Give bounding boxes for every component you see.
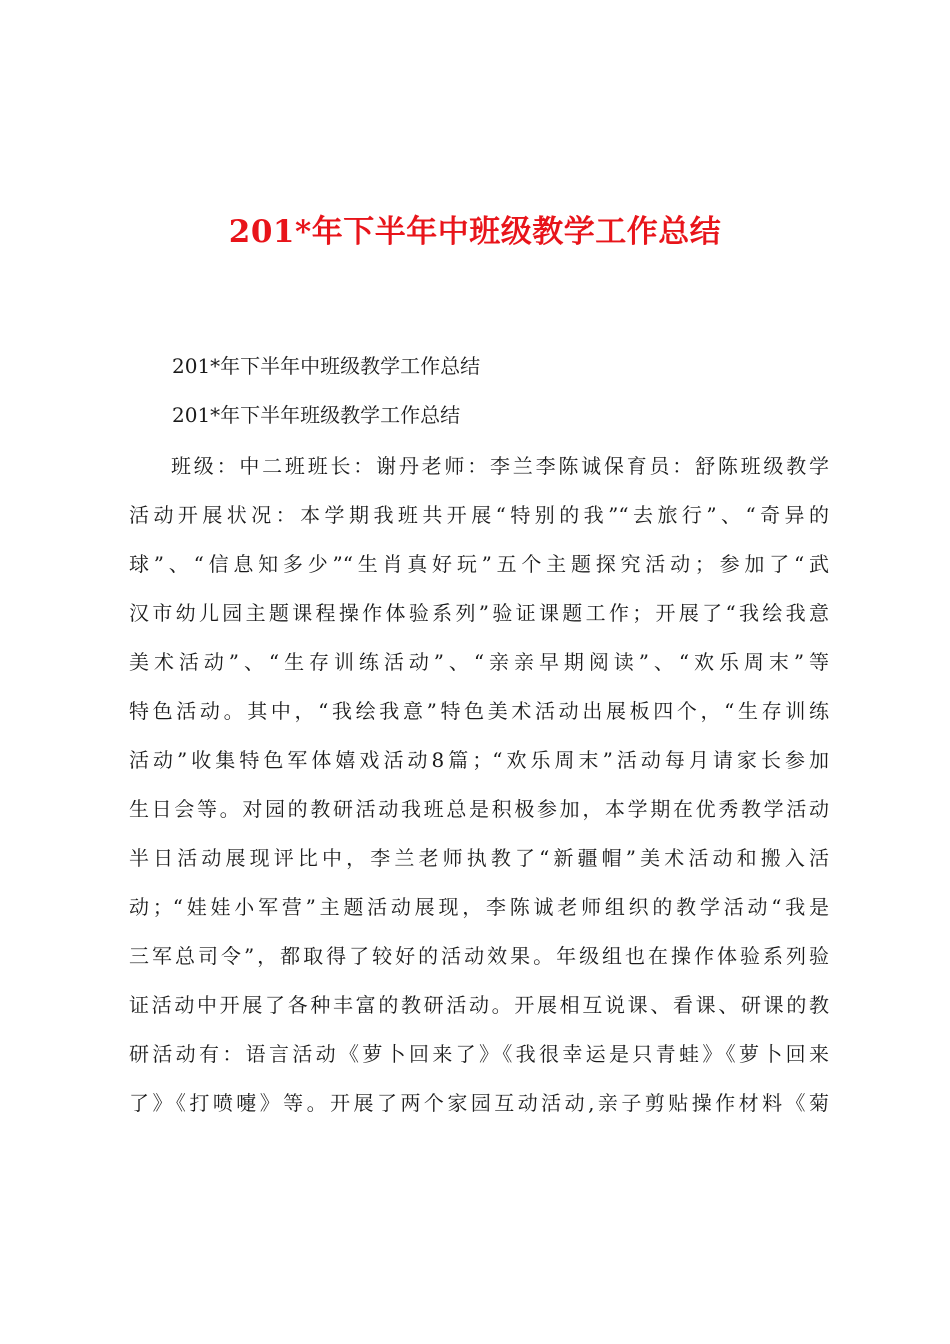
document-title: 201*年下半年中班级教学工作总结 [228,214,722,250]
body-line: 半日活动展现评比中，李兰老师执教了“新疆帽”美术活动和搬入活 [129,846,829,870]
body-line: 汉市幼儿园主题课程操作体验系列”验证课题工作；开展了“我绘我意 [129,601,829,625]
body-line: 生日会等。对园的教研活动我班总是积极参加，本学期在优秀教学活动 [129,797,829,821]
subtitle-line-1: 201*年下半年中班级教学工作总结 [172,354,481,378]
body-line: 美术活动”、“生存训练活动”、“亲亲早期阅读”、“欢乐周末”等 [129,650,829,674]
body-line: 球”、“信息知多少”“生肖真好玩”五个主题探究活动；参加了“武 [129,552,829,576]
body-line: 了》《打喷嚏》等。开展了两个家园互动活动,亲子剪贴操作材料《菊 [129,1091,829,1115]
body-line: 特色活动。其中，“我绘我意”特色美术活动出展板四个，“生存训练 [129,699,829,723]
body-line: 证活动中开展了各种丰富的教研活动。开展相互说课、看课、研课的教 [129,993,829,1017]
body-line: 班级：中二班班长：谢丹老师：李兰李陈诚保育员：舒陈班级教学 [171,454,829,478]
subtitle-line-2: 201*年下半年班级教学工作总结 [172,403,461,427]
body-paragraph [129,450,829,1136]
body-line: 活动开展状况：本学期我班共开展“特别的我”“去旅行”、“奇异的 [129,503,829,527]
body-line: 活动”收集特色军体嬉戏活动8篇；“欢乐周末”活动每月请家长参加 [129,748,829,772]
body-line: 动；“娃娃小军营”主题活动展现，李陈诚老师组织的教学活动“我是 [129,895,829,919]
body-line: 三军总司令”，都取得了较好的活动效果。年级组也在操作体验系列验 [129,944,829,968]
body-line: 研活动有：语言活动《萝卜回来了》《我很幸运是只青蛙》《萝卜回来 [129,1042,829,1066]
